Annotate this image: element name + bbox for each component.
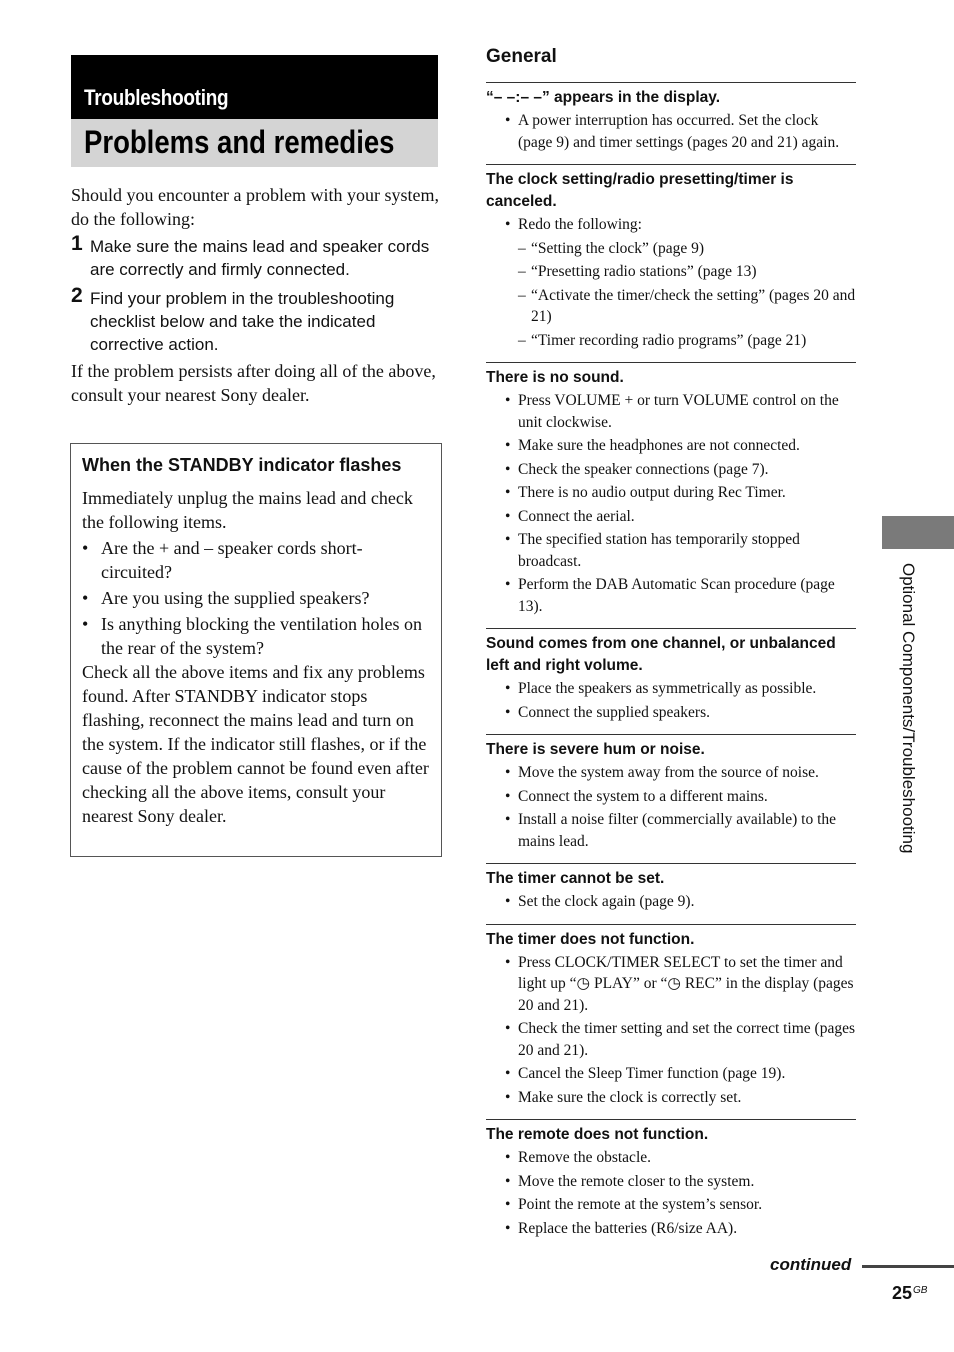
remedy-list — [486, 390, 856, 617]
remedy-item: • Make sure the clock is correctly set. — [486, 1087, 856, 1109]
remedy-subitem: – “Presetting radio stations” (page 13) — [486, 261, 856, 283]
remedy-item: • Place the speakers as symmetrically as possible. — [486, 678, 856, 700]
remedy-list — [486, 678, 856, 723]
chapter-tab — [882, 516, 954, 549]
remedy-item: • Make sure the headphones are not connected. — [486, 435, 856, 457]
remedy-item: • Replace the batteries (R6/size AA). — [486, 1218, 856, 1240]
list-item: • Is anything blocking the ventilation holes on the rear of the system? — [82, 612, 430, 660]
remedy-item: • Connect the aerial. — [486, 506, 856, 528]
remedy-item: • Install a noise filter (commercially available) to the mains lead. — [486, 809, 856, 852]
continued-label: continued — [770, 1255, 852, 1274]
remedy-item: • The specified station has temporarily stopped broadcast. — [486, 529, 856, 572]
page-suffix: GB — [913, 1285, 928, 1296]
trouble-section — [486, 362, 856, 628]
remedy-list — [486, 952, 856, 1109]
step-number: 1 — [71, 232, 83, 255]
section-label: Troubleshooting — [84, 85, 229, 110]
remedy-item: • Perform the DAB Automatic Scan procedure (page 13). — [486, 574, 856, 617]
symptom-title: “– –:– –” appears in the display. — [486, 89, 721, 106]
step-text: Make sure the mains lead and speaker cords are correctly and firmly connected. — [90, 237, 430, 279]
symptom-title: The timer cannot be set. — [486, 870, 665, 887]
remedy-subitem: – “Timer recording radio programs” (page 21) — [486, 330, 856, 352]
continued-rule — [862, 1265, 954, 1268]
symptom-title: There is no sound. — [486, 369, 624, 386]
remedy-list — [486, 891, 856, 913]
step-number: 2 — [71, 284, 83, 307]
remedy-item: • Press VOLUME + or turn VOLUME control on the unit clockwise. — [486, 390, 856, 433]
side-tab-label: Optional Components/Troubleshooting — [899, 563, 918, 854]
intro-lead: Should you encounter a problem with your system, do the following: — [71, 185, 439, 229]
remedy-item: • Set the clock again (page 9). — [486, 891, 856, 913]
symptom-title: The timer does not function. — [486, 930, 695, 948]
remedy-item: • Move the remote closer to the system. — [486, 1171, 856, 1193]
remedy-item: • Connect the system to a different mains. — [486, 786, 856, 808]
list-item: • Are you using the supplied speakers? — [82, 586, 430, 610]
step-1 — [71, 232, 443, 281]
remedy-list — [486, 110, 856, 153]
symptom-title: There is severe hum or noise. — [486, 741, 705, 758]
remedy-item: • Check the speaker connections (page 7). — [486, 459, 856, 481]
remedy-item: • There is no audio output during Rec Timer. — [486, 482, 856, 504]
standby-box-lead: Immediately unplug the mains lead and check the following items. — [82, 488, 413, 532]
remedy-list — [486, 214, 856, 351]
remedy-item: • Check the timer setting and set the correct time (pages 20 and 21). — [486, 1018, 856, 1061]
symptom-title: The clock setting/radio presetting/timer is canceled. — [486, 171, 794, 210]
intro-column — [71, 183, 443, 407]
standby-box-outro: Check all the above items and fix any problems found. After STANDBY indicator stops flashing, reconnect the mains lead and turn on the system. If the indicator still flashes, or if the cause of the problem cannot be found even after checking all the above items, consult your nearest Sony dealer. — [82, 662, 429, 826]
trouble-section — [486, 924, 856, 1120]
symptom-title: The remote does not function. — [486, 1126, 709, 1143]
standby-box-title: When the STANDBY indicator flashes — [82, 455, 402, 475]
troubleshooting-list — [486, 82, 856, 1250]
remedy-item: • Connect the supplied speakers. — [486, 702, 856, 724]
trouble-section — [486, 164, 856, 362]
remedy-item: • A power interruption has occurred. Set the clock (page 9) and timer settings (pages 20 and 21) again. — [486, 110, 856, 153]
general-heading: General — [486, 46, 557, 67]
remedy-list — [486, 762, 856, 852]
remedy-item: • Redo the following: — [486, 214, 856, 236]
standby-checklist — [82, 536, 430, 660]
side-tab-label-wrap — [894, 563, 918, 943]
remedy-item: • Press CLOCK/TIMER SELECT to set the timer and light up “◷ PLAY” or “◷ REC” in the display (pages 20 and 21). — [486, 952, 856, 1017]
trouble-section — [486, 628, 856, 734]
general-column — [486, 44, 856, 1250]
standby-box — [70, 443, 442, 857]
remedy-subitem: – “Activate the timer/check the setting” (pages 20 and 21) — [486, 285, 856, 328]
remedy-list — [486, 1147, 856, 1239]
remedy-item: • Remove the obstacle. — [486, 1147, 856, 1169]
step-2 — [71, 284, 443, 356]
remedy-item: • Point the remote at the system’s sensor. — [486, 1194, 856, 1216]
trouble-section — [486, 863, 856, 924]
symptom-title: Sound comes from one channel, or unbalanced left and right volume. — [486, 635, 836, 674]
step-text: Find your problem in the troubleshooting checklist below and take the indicated corrective action. — [90, 289, 395, 354]
title-bar — [71, 119, 438, 167]
list-item: • Are the + and – speaker cords short-circuited? — [82, 536, 430, 584]
remedy-subitem: – “Setting the clock” (page 9) — [486, 238, 856, 260]
section-header-bar — [71, 55, 438, 119]
trouble-section — [486, 82, 856, 164]
trouble-section — [486, 1119, 856, 1250]
intro-outro: If the problem persists after doing all of the above, consult your nearest Sony dealer. — [71, 361, 436, 405]
remedy-item: • Move the system away from the source of noise. — [486, 762, 856, 784]
trouble-section — [486, 734, 856, 863]
page-title: Problems and remedies — [84, 124, 395, 160]
page-number: 25 — [892, 1283, 913, 1303]
remedy-item: • Cancel the Sleep Timer function (page 19). — [486, 1063, 856, 1085]
